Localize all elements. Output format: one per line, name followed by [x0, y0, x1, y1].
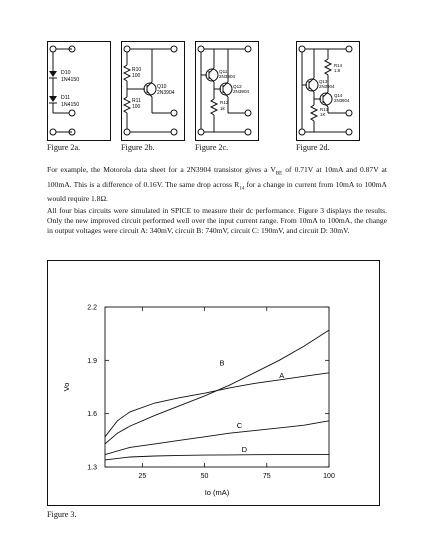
- paragraph-2: [47, 206, 387, 237]
- q14-label: Q14: [334, 93, 343, 98]
- series-line-b: [105, 330, 329, 444]
- q14-part: 2N3904: [334, 98, 350, 103]
- figure-3-chart: [47, 260, 380, 506]
- q13-part: 2N3904: [319, 84, 335, 89]
- q11-part: 2N3904: [219, 74, 236, 79]
- series-label-a: A: [279, 371, 285, 381]
- r10-label: R10: [132, 67, 142, 73]
- figure-2d-caption: Figure 2d.: [296, 143, 330, 152]
- x-tick-label: 75: [262, 473, 271, 480]
- q12-label: Q12: [233, 84, 242, 89]
- y-tick-label: 1.6: [87, 411, 97, 419]
- p1-sub-r14: 14: [239, 186, 245, 192]
- q13-label: Q13: [319, 79, 328, 84]
- r12-value: 1k: [220, 106, 225, 111]
- x-tick-label: 50: [200, 473, 209, 480]
- figure-2b-schematic: [121, 41, 185, 141]
- paragraph-1: [47, 165, 387, 205]
- figure-2c-schematic: [195, 41, 259, 141]
- y-tick-label: 1.3: [87, 464, 97, 472]
- r13-value: 1K: [320, 112, 326, 117]
- series-line-c: [105, 421, 329, 455]
- p1-text-b: of 0.71V at 10mA and 0.87V at 100mA. This is a difference of 0.16V. The same drop across R: [47, 165, 387, 189]
- r10-value: 100: [132, 73, 141, 79]
- x-axis-label: Io (mA): [204, 488, 230, 497]
- figure-2a: [47, 41, 111, 141]
- q10-label: Q10: [157, 84, 167, 90]
- figure-2a-caption: Figure 2a.: [47, 143, 81, 152]
- r11-label: R11: [132, 98, 141, 104]
- p2-text: All four bias circuits were simulated in SPICE to measure their dc performance. Figure 3 displays the results. Only the new improved circuit performed well over the input current range. From 10mA to 100mA, the change in output voltages were circuit A: 340mV, circuit B: 740mV, circuit C: 190mV, and circuit D: 30mV.: [47, 206, 387, 236]
- figure-2b-caption: Figure 2b.: [121, 143, 155, 152]
- figure-2c-caption: Figure 2c.: [195, 143, 229, 152]
- d11-part: 1N4150: [61, 102, 80, 108]
- y-axis-label: Vo: [62, 382, 71, 392]
- r14-label: R14: [334, 63, 343, 68]
- q10-part: 2N3904: [157, 90, 175, 96]
- p1-sub-vbe: BE: [275, 171, 283, 177]
- p1-text-c: for a change in current from 10mA to 100mA would require 1.8Ω.: [47, 179, 387, 204]
- y-tick-label: 1.9: [87, 357, 97, 365]
- x-tick-label: 100: [323, 473, 335, 480]
- series-line-d: [105, 455, 329, 460]
- figure-2d-schematic: [296, 41, 360, 141]
- x-tick-label: 25: [138, 473, 147, 480]
- d10-part: 1N4150: [61, 77, 80, 83]
- figure-3-plot: [47, 260, 380, 506]
- figure-2c: [195, 41, 259, 141]
- p1-text-a: For example, the Motorola data sheet for a 2N3904 transistor gives a V: [47, 165, 276, 174]
- y-tick-label: 2.2: [87, 304, 97, 312]
- r11-value: 100: [132, 104, 141, 110]
- series-label-c: C: [236, 420, 243, 430]
- figure-2b: [121, 41, 185, 141]
- series-label-b: B: [219, 358, 225, 368]
- r12-label: R12: [220, 100, 229, 105]
- figure-2d: [296, 41, 360, 141]
- d11-label: D11: [61, 95, 71, 101]
- q11-label: Q11: [219, 69, 228, 74]
- d10-label: D10: [61, 70, 71, 76]
- figure-2a-schematic: [47, 41, 111, 141]
- r14-value: 1.8: [334, 68, 341, 73]
- r13-label: R13: [320, 107, 329, 112]
- plot-area: [105, 307, 329, 467]
- q12-part: 2N3904: [233, 89, 250, 94]
- figure-3-caption: Figure 3.: [47, 510, 77, 519]
- series-line-a: [105, 373, 329, 437]
- chart-frame-border: [48, 261, 380, 506]
- series-label-d: D: [241, 444, 248, 454]
